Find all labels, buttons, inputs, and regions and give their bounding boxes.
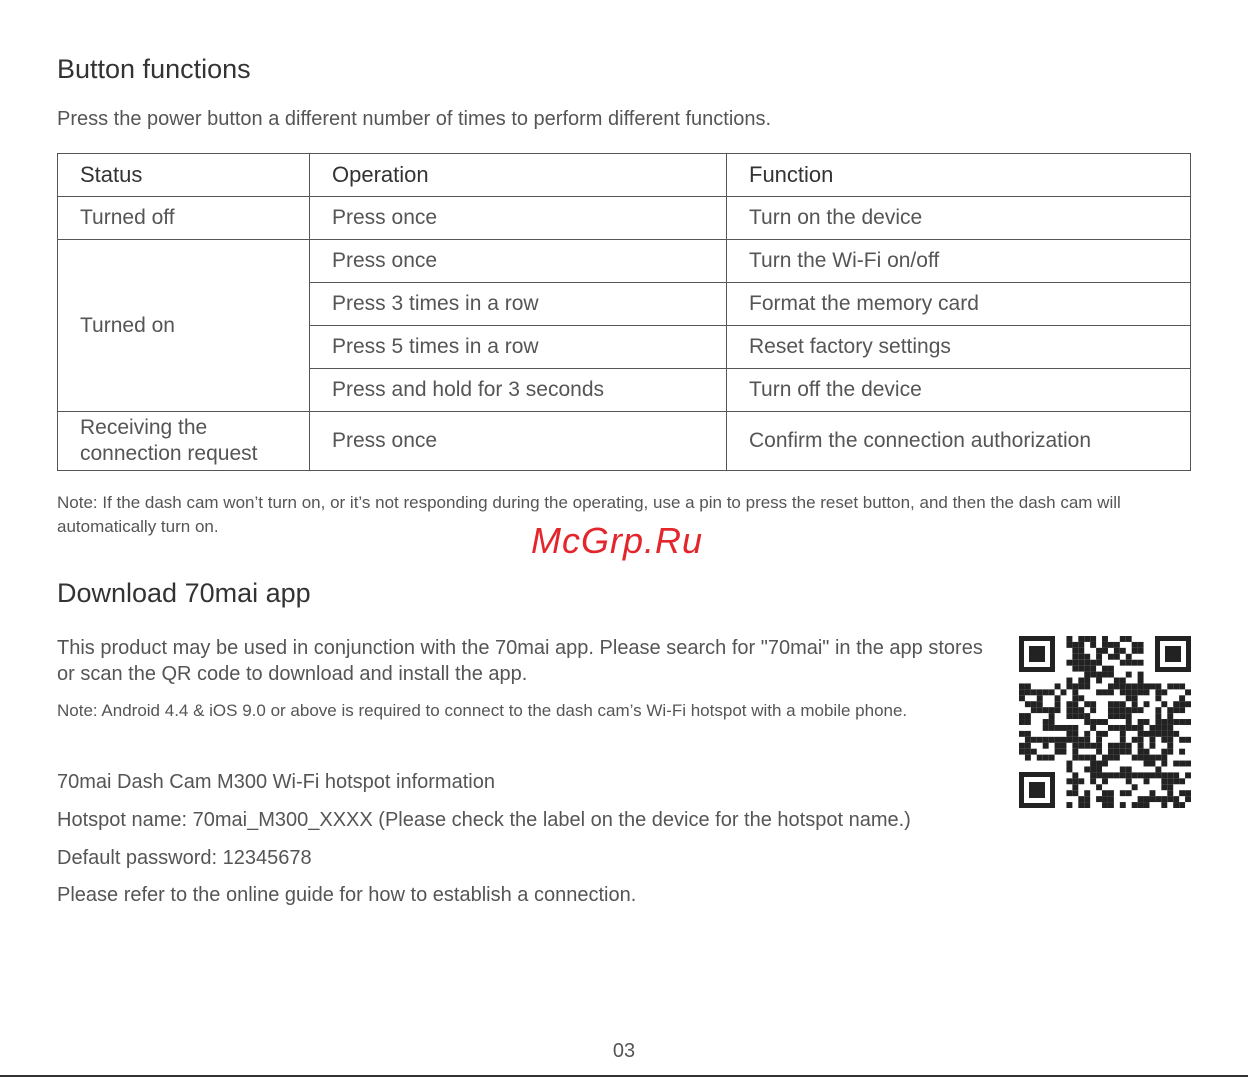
cell-operation: Press once: [310, 412, 727, 471]
reset-note: Note: If the dash cam won’t turn on, or it’s not responding during the operating, use a pin to press the reset button, and then the dash cam will automatically turn on.: [57, 493, 1121, 536]
table-header-row: [58, 154, 1191, 197]
cell-operation: Press once: [310, 240, 727, 283]
cell-operation: Press and hold for 3 seconds: [310, 369, 727, 412]
hotspot-heading: 70mai Dash Cam M300 Wi-Fi hotspot information: [57, 771, 495, 793]
cell-function: Turn on the device: [727, 197, 1191, 240]
cell-function: Format the memory card: [727, 283, 1191, 326]
requirements-note: Note: Android 4.4 & iOS 9.0 or above is required to connect to the dash cam’s Wi-Fi hotspot with a mobile phone.: [57, 701, 908, 720]
cell-function: Reset factory settings: [727, 326, 1191, 369]
page-number: 03: [612, 1040, 636, 1062]
bottom-divider: [0, 1075, 1248, 1077]
cell-status: Turned off: [58, 197, 310, 240]
cell-status: Turned on: [58, 240, 310, 412]
table-row: [58, 197, 1191, 240]
header-function: Function: [727, 154, 1191, 197]
watermark-text: McGrp.Ru: [531, 520, 704, 561]
cell-operation: Press 5 times in a row: [310, 326, 727, 369]
header-operation: Operation: [310, 154, 727, 197]
table-row: [58, 240, 1191, 283]
cell-operation: Press 3 times in a row: [310, 283, 727, 326]
cell-operation: Press once: [310, 197, 727, 240]
section-title-download-app: Download 70mai app: [57, 578, 311, 608]
header-status: Status: [58, 154, 310, 197]
cell-function: Turn the Wi-Fi on/off: [727, 240, 1191, 283]
table-row: [58, 412, 1191, 471]
button-functions-table: [57, 153, 1191, 471]
connection-guide: Please refer to the online guide for how to establish a connection.: [57, 884, 637, 906]
button-functions-intro: Press the power button a different number of times to perform different functions.: [57, 108, 772, 130]
cell-function: Confirm the connection authorization: [727, 412, 1191, 471]
qr-code-icon: [1019, 636, 1191, 808]
cell-function: Turn off the device: [727, 369, 1191, 412]
cell-status: Receiving the connection request: [58, 412, 310, 471]
download-intro: This product may be used in conjunction with the 70mai app. Please search for "70mai" in the app stores or scan the QR code to download and install the app.: [57, 637, 983, 685]
hotspot-name: Hotspot name: 70mai_M300_XXXX (Please check the label on the device for the hotspot name.): [57, 809, 911, 831]
section-title-button-functions: Button functions: [57, 54, 251, 84]
default-password: Default password: 12345678: [57, 847, 312, 869]
